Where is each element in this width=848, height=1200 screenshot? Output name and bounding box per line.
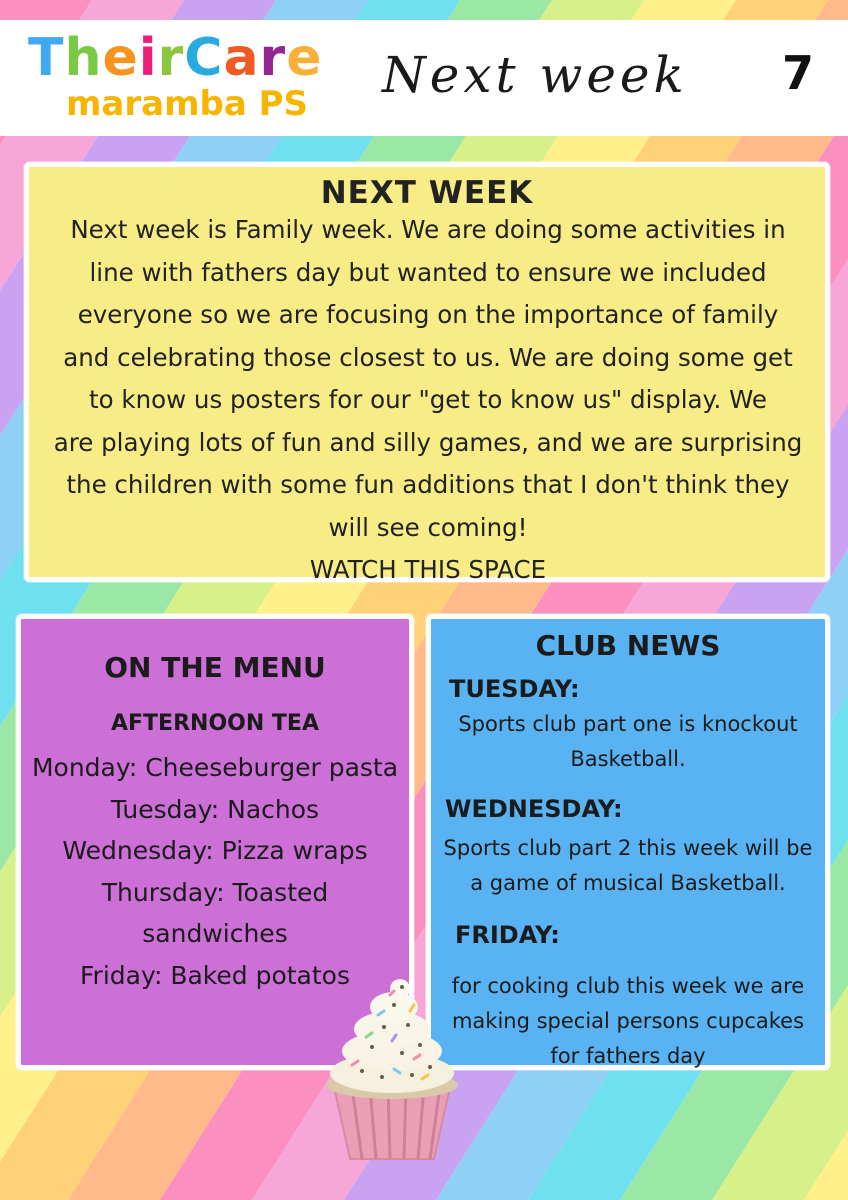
tuesday-heading: TUESDAY: [449, 675, 580, 703]
cupcake-icon [322, 975, 462, 1165]
wednesday-text [431, 831, 825, 901]
next-week-line: line with fathers day but wanted to ensure we included [89, 257, 767, 287]
friday-heading: FRIDAY: [455, 921, 560, 949]
friday-text [431, 969, 825, 1074]
menu-item: Wednesday: Pizza wraps [62, 836, 368, 865]
club-line: Basketball. [570, 747, 686, 771]
next-week-line: the children with some fun additions that I don't think they [66, 470, 790, 499]
menu-item: Thursday: Toasted [101, 877, 329, 907]
next-week-line: Next week is Family week. We are doing some activities in [70, 215, 786, 244]
menu-item: Tuesday: Nachos [110, 794, 320, 824]
next-week-line: to know us posters for our "get to know us" display. We [89, 385, 767, 414]
club-line: for fathers day [550, 1044, 706, 1068]
club-line: for cooking club this week we are [451, 974, 805, 998]
club-line: Sports club part 2 this week will be [443, 836, 813, 860]
next-week-line: and celebrating those closest to us. We are doing some get [63, 342, 793, 372]
next-week-panel [24, 162, 830, 582]
menu-item: Friday: Baked potatos [80, 960, 350, 990]
next-week-heading: NEXT WEEK [320, 175, 534, 211]
next-week-body [35, 209, 821, 592]
club-news-heading: CLUB NEWS [535, 629, 721, 662]
club-line: Sports club part one is knockout [458, 712, 798, 736]
club-line: a game of musical Basketball. [470, 871, 786, 895]
logo-letter: h [64, 28, 103, 88]
menu-item: Monday: Cheeseburger pasta [31, 753, 399, 782]
watch-this-space: WATCH THIS SPACE [309, 555, 547, 584]
next-week-script-title: Next week [382, 46, 688, 104]
logo-letter: r [259, 28, 287, 88]
menu-list [21, 747, 409, 996]
logo-letter: r [157, 28, 185, 88]
logo-letter: T [28, 28, 65, 88]
logo-letter: e [102, 28, 139, 88]
logo-letter: e [286, 28, 323, 88]
afternoon-tea-heading: AFTERNOON TEA [111, 711, 319, 736]
menu-heading: ON THE MENU [104, 651, 326, 684]
theircare-logo [28, 28, 322, 88]
menu-item: sandwiches [142, 919, 288, 948]
next-week-line: will see coming! [328, 512, 528, 542]
club-news-panel [426, 614, 830, 1070]
page-number: 7 [782, 46, 815, 100]
wednesday-heading: WEDNESDAY: [445, 795, 623, 823]
club-line: making special persons cupcakes [451, 1009, 805, 1033]
logo-letter: i [138, 28, 158, 88]
logo-letter: C [184, 28, 224, 88]
maramba-ps-logo-text: maramba PS [66, 84, 309, 124]
header-bar [0, 20, 848, 136]
logo-letter: a [223, 28, 260, 88]
tuesday-text [431, 707, 825, 777]
next-week-line: are playing lots of fun and silly games, and we are surprising [53, 427, 803, 457]
next-week-line: everyone so we are focusing on the importance of family [77, 300, 779, 329]
